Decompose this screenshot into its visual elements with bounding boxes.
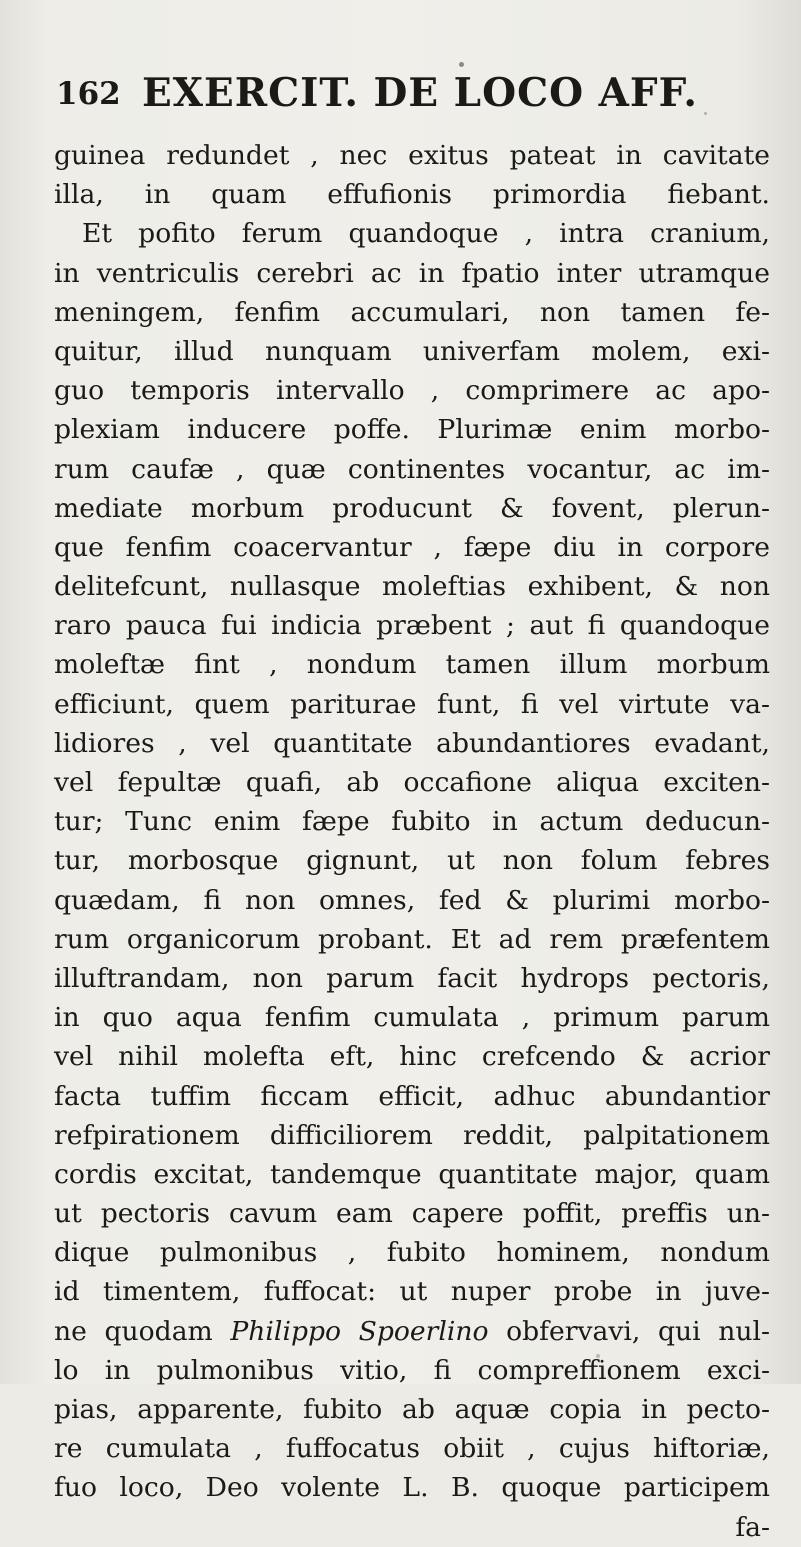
text-line: vel nihil molefta eft, hinc crefcendo & acrior [54,1041,770,1073]
text-line: moleftæ fint , nondum tamen illum morbum [54,649,770,681]
text-line: efficiunt, quem pariturae funt, fi vel virtute va- [54,688,770,720]
text-line: rum caufæ , quæ continentes vocantur, ac im- [54,453,770,485]
text-line [54,1312,770,1351]
text-line: quædam, fi non omnes, fed & plurimi morbo- [54,884,770,916]
text-line: plexiam inducere poffe. Plurimæ enim morbo- [54,414,770,446]
text-line: Et pofito ferum quandoque , intra cranium, [82,218,770,250]
text-line: pias, apparente, fubito ab aquæ copia in pecto- [54,1394,770,1425]
text-line: raro pauca fui indicia præbent ; aut fi quandoque [54,610,770,642]
text-line: lo in pulmonibus vitio, fi compreffionem exci- [54,1354,770,1386]
text-line: facta tuffim ficcam efficit, adhuc abundantior [54,1080,770,1112]
text-segment: obfervavi, qui nul- [488,1315,771,1347]
text-segment: ne quodam [54,1315,231,1347]
text-line: re cumulata , fuffocatus obiit , cujus hiftoriæ, [54,1433,770,1465]
text-line: mediate morbum producunt & fovent, plerun- [54,492,770,524]
text-line: guinea redundet , nec exitus pateat in cavitate [54,140,770,171]
text-line: tur, morbosque gignunt, ut non folum febres [54,845,770,877]
text-line: fuo loco, Deo volente L. B. quoque participem [54,1472,770,1504]
text-line: refpirationem difficiliorem reddit, palpitationem [54,1119,770,1151]
running-head: EXERCIT. DE LOCO AFF. [142,70,698,116]
text-line: fa- [735,1511,770,1543]
text-line: illuftrandam, non parum facit hydrops pectoris, [54,962,770,994]
text-line: lidiores , vel quantitate abundantiores evadant, [54,727,770,759]
text-line: guo temporis intervallo , comprimere ac apo- [54,375,770,407]
text-line: cordis excitat, tandemque quantitate major, quam [54,1158,770,1190]
page-header [56,66,756,126]
text-line: in ventriculis cerebri ac in fpatio inter utramque [54,257,770,289]
text-line: in quo aqua fenfim cumulata , primum parum [54,1002,770,1034]
text-line: meningem, fenfim accumulari, non tamen fe- [54,296,770,328]
text-line: tur; Tunc enim fæpe fubito in actum deducun- [54,806,770,838]
text-line: rum organicorum probant. Et ad rem præfentem [54,923,770,955]
page-number: 162 [56,76,121,112]
italic-name: Philippo Spoerlino [230,1315,489,1347]
body-text [54,136,770,1547]
text-line: delitefcunt, nullasque moleftias exhibent, & non [54,571,770,603]
text-line: illa, in quam effufionis primordia fiebant. [54,179,770,211]
text-line: id timentem, fuffocat: ut nuper probe in juve- [54,1276,770,1308]
text-line: quitur, illud nunquam univerfam molem, exi- [54,335,770,367]
text-line: dique pulmonibus , fubito hominem, nondum [54,1237,770,1269]
text-line: que fenfim coacervantur , fæpe diu in corpore [54,531,770,563]
text-line: vel fepultæ quafi, ab occafione aliqua exciten- [54,767,770,798]
text-line: ut pectoris cavum eam capere poffit, preffis un- [54,1198,770,1230]
